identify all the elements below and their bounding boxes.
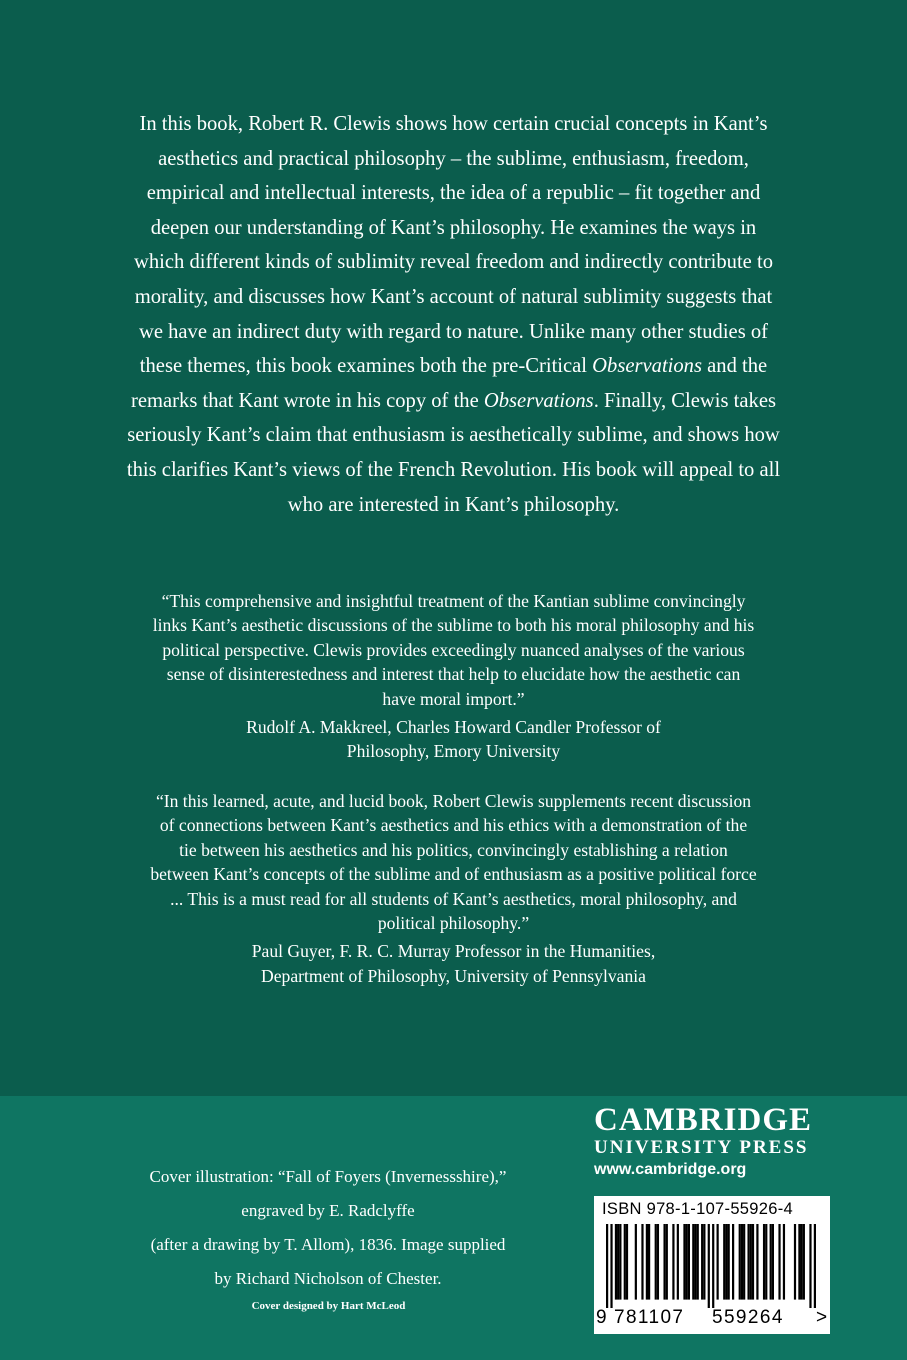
barcode-bar — [778, 1224, 780, 1300]
barcode-bar — [683, 1224, 685, 1300]
book-description — [126, 107, 781, 522]
barcode-bar — [617, 1224, 619, 1300]
review-attribution-line-2: Department of Philosophy, University of Pennsylvania — [261, 965, 646, 986]
ean-left-group: 781107 — [614, 1307, 685, 1328]
barcode-bar — [756, 1224, 758, 1300]
barcode-bar — [648, 1224, 650, 1300]
description-italic-1: Observations — [592, 355, 702, 378]
barcode-bar — [794, 1224, 796, 1300]
barcode-bar — [619, 1224, 621, 1300]
barcode-bar — [725, 1224, 727, 1300]
barcode-bar — [615, 1224, 617, 1300]
description-part-1: In this book, Robert R. Clewis shows how certain crucial concepts in Kant’s aesthetics and practical philosophy – the sublime, enthusiasm, freedom, empirical and intellectual interests, the idea of a republic – fit together and deepen our understanding of Kant’s philosophy. He examines the ways in which different kinds of sublimity reveal freedom and indirectly contribute to morality, and discusses how Kant’s account of natural sublimity suggests that we have an indirect duty with regard to nature. Unlike many other studies of these themes, this book examines both the pre-Critical — [134, 113, 773, 378]
barcode-bar — [743, 1224, 745, 1300]
description-part-2: and the remarks that Kant wrote in his copy of the — [131, 355, 768, 412]
barcode-bar — [770, 1224, 772, 1300]
ean-quiet-zone-marker: > — [816, 1307, 828, 1328]
publisher-url: www.cambridge.org — [594, 1161, 747, 1178]
barcode-bar — [694, 1224, 696, 1300]
barcode-bar — [666, 1224, 668, 1300]
barcode-bar — [697, 1224, 699, 1300]
barcode-bar — [765, 1224, 767, 1300]
barcode-bar — [657, 1224, 659, 1300]
barcode-bar — [692, 1224, 694, 1300]
ean-first-digit: 9 — [596, 1307, 607, 1328]
barcode-bar — [783, 1224, 785, 1300]
barcode-bar — [646, 1224, 648, 1300]
barcode-bar — [728, 1224, 730, 1300]
review-quote: “This comprehensive and insightful treatment of the Kantian sublime convincingly links Kant’s aesthetic discussions of the sublime to both his moral philosophy and his political perspective. Clewis provides exceedingly nuanced analyses of the various sense of disinterestedness and interest that help to elucidate how the aesthetic can have moral import.” — [152, 591, 755, 709]
review-quote: “In this learned, acute, and lucid book, Robert Clewis supplements recent discussion of connections between Kant’s aesthetics and his ethics with a demonstration of the tie between his aesthetics and his politics, convincingly establishing a relation between Kant’s concepts of the sublime and of enthusiasm as a positive political force ... This is a must read for all students of Kant’s aesthetics, moral philosophy, and political philosophy.” — [150, 791, 757, 934]
barcode-guard-bar — [712, 1224, 714, 1308]
review-attribution-line-1: Rudolf A. Makkreel, Charles Howard Candler Professor of — [246, 717, 661, 738]
barcode-guard-bar — [814, 1224, 816, 1308]
credit-line-2: engraved by E. Radclyffe — [241, 1201, 415, 1220]
barcode-guard-bar — [708, 1224, 710, 1308]
barcode-bar — [635, 1224, 637, 1300]
barcode-bars — [606, 1224, 816, 1308]
barcode-bar — [701, 1224, 703, 1300]
description-part-3: . Finally, Clewis takes seriously Kant’s claim that enthusiasm is aesthetically sublime, and shows how this clarifies Kant’s views of the French Revolution. His book will appeal to all who are interested in Kant’s philosophy. — [126, 389, 781, 516]
barcode-guard-bar — [610, 1224, 612, 1308]
publisher-logo — [594, 1102, 834, 1180]
description-text — [126, 107, 781, 522]
barcode-bar — [739, 1224, 741, 1300]
description-italic-2: Observations — [483, 389, 594, 412]
barcode-bar — [772, 1224, 774, 1300]
review-attribution-line-1: Paul Guyer, F. R. C. Murray Professor in the Humanities, — [251, 941, 656, 962]
barcode-guard-bar — [606, 1224, 608, 1308]
barcode-bar — [655, 1224, 657, 1300]
barcode-bar — [641, 1224, 643, 1300]
ean-right-group: 559264 — [712, 1307, 784, 1328]
barcode-bar — [723, 1224, 725, 1300]
barcode-guard-bar — [809, 1224, 811, 1308]
publisher-name: CAMBRIDGE — [594, 1102, 813, 1138]
barcode-bar — [663, 1224, 665, 1300]
barcode-bar — [717, 1224, 719, 1300]
credit-line-4: by Richard Nicholson of Chester. — [214, 1269, 442, 1288]
barcode-bar — [703, 1224, 705, 1300]
barcode-bar — [626, 1224, 628, 1300]
barcode-bar — [686, 1224, 688, 1300]
barcode-bar — [798, 1224, 800, 1300]
review-attribution-line-2: Philosophy, Emory University — [346, 741, 561, 762]
barcode-bar — [741, 1224, 743, 1300]
barcode-bar — [732, 1224, 734, 1300]
barcode-bar — [801, 1224, 803, 1300]
credit-line-3: (after a drawing by T. Allom), 1836. Image supplied — [150, 1235, 506, 1254]
review-makkreel — [150, 589, 757, 764]
credit-line-1: Cover illustration: “Fall of Foyers (Invernessshire),” — [149, 1167, 507, 1186]
publisher-subtitle: UNIVERSITY PRESS — [594, 1137, 809, 1158]
barcode-bar — [672, 1224, 674, 1300]
barcode-bar — [677, 1224, 679, 1300]
review-guyer — [150, 789, 757, 988]
cover-credits — [126, 1160, 530, 1296]
barcode-bar — [750, 1224, 752, 1300]
isbn-label: ISBN 978-1-107-55926-4 — [602, 1200, 793, 1218]
barcode-bar — [763, 1224, 765, 1300]
barcode-bar — [624, 1224, 626, 1300]
barcode-bar — [803, 1224, 805, 1300]
barcode-bar — [752, 1224, 754, 1300]
barcode-bar — [747, 1224, 749, 1300]
isbn-barcode — [594, 1196, 830, 1334]
barcode-bar — [688, 1224, 690, 1300]
designer-credit: Cover designed by Hart McLeod — [251, 1300, 406, 1312]
